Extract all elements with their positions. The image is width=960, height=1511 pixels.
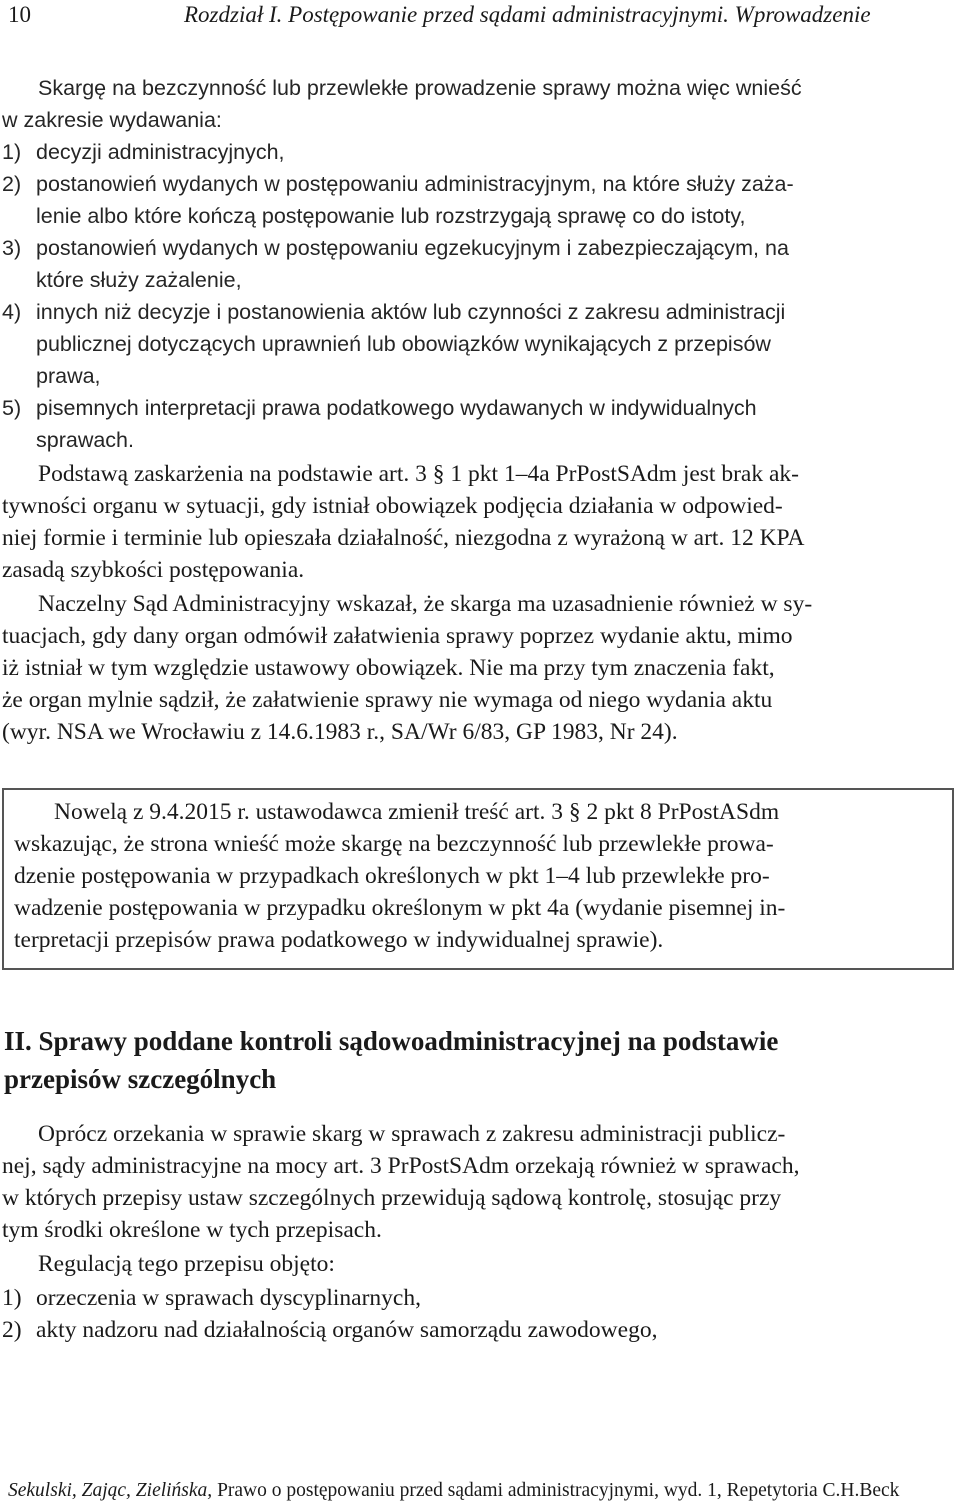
paragraph-line: Naczelny Sąd Administracyjny wskazał, że skarga ma uzasadnienie również w sy- bbox=[38, 591, 813, 617]
list-item bbox=[2, 234, 789, 262]
list-text: innych niż decyzje i postanowienia aktów lub czynności z zakresu administracji bbox=[36, 300, 786, 324]
page-header bbox=[4, 0, 956, 36]
note-line: wadzenie postępowania w przypadku określonym w pkt 4a (wydanie pisemnej in- bbox=[14, 895, 786, 921]
page-number: 10 bbox=[8, 2, 31, 27]
note-line: terpretacji przepisów prawa podatkowego w indywidualnej sprawie). bbox=[14, 927, 664, 953]
list-number: 3) bbox=[2, 236, 22, 260]
list-number: 2) bbox=[2, 1317, 22, 1343]
paragraph-line: iż istniał w tym względzie ustawowy obowiązek. Nie ma przy tym znaczenia fakt, bbox=[2, 655, 775, 681]
paragraph-line: nej, sądy administracyjne na mocy art. 3 PrPostSAdm orzekają również w sprawach, bbox=[2, 1153, 800, 1179]
list-item bbox=[2, 298, 785, 326]
list-text: postanowień wydanych w postępowaniu administracyjnym, na które służy zaża- bbox=[36, 172, 794, 196]
sans-line: w zakresie wydawania: bbox=[2, 108, 222, 132]
paragraph-line: że organ mylnie sądził, że załatwienie sprawy nie wymaga od niego wydania aktu bbox=[2, 687, 773, 713]
list-text-cont: lenie albo które kończą postępowanie lub rozstrzygają sprawę co do istoty, bbox=[36, 204, 746, 228]
list-text: postanowień wydanych w postępowaniu egzekucyjnym i zabezpieczającym, na bbox=[36, 236, 789, 260]
list-text-cont: prawa, bbox=[36, 364, 101, 388]
list-text-cont: publicznej dotyczących uprawnień lub obowiązków wynikających z przepisów bbox=[36, 332, 771, 356]
paragraph-line: Oprócz orzekania w sprawie skarg w sprawach z zakresu administracji publicz- bbox=[38, 1121, 786, 1147]
list-text: decyzji administracyjnych, bbox=[36, 140, 285, 164]
list-item bbox=[2, 1316, 657, 1344]
list-item bbox=[2, 394, 757, 422]
note-line: wskazując, że strona wnieść może skargę na bezczynność lub przewlekłe prowa- bbox=[14, 831, 774, 857]
list-text: akty nadzoru nad działalnością organów samorządu zawodowego, bbox=[36, 1317, 658, 1343]
list-number: 2) bbox=[2, 172, 22, 196]
paragraph-line: Podstawą zaskarżenia na podstawie art. 3 § 1 pkt 1–4a PrPostSAdm jest brak ak- bbox=[38, 461, 799, 487]
paragraph-line: niej formie i terminie lub opieszała działalność, niezgodna z wyrażoną w art. 12 KPA bbox=[2, 525, 805, 551]
paragraph-line: w których przepisy ustaw szczególnych przewidują sądową kontrolę, stosując przy bbox=[2, 1185, 782, 1211]
list-text-cont: które służy zażalenie, bbox=[36, 268, 242, 292]
list-text: pisemnych interpretacji prawa podatkowego wydawanych w indywidualnych bbox=[36, 396, 757, 420]
list-number: 4) bbox=[2, 300, 22, 324]
list-number: 1) bbox=[2, 1285, 22, 1311]
paragraph-line: zasadą szybkości postępowania. bbox=[2, 557, 305, 583]
footer-citation: Prawo o postępowaniu przed sądami administracyjnymi, wyd. 1, Repetytoria C.H.Beck bbox=[212, 1480, 900, 1501]
page-footer bbox=[8, 1478, 956, 1504]
paragraph-line: tywności organu w sytuacji, gdy istniał obowiązek podjęcia działania w odpowied- bbox=[2, 493, 783, 519]
footer-authors: Sekulski, Zając, Zielińska, bbox=[8, 1480, 213, 1501]
note-line: Nowelą z 9.4.2015 r. ustawodawca zmienił treść art. 3 § 2 pkt 8 PrPostASdm bbox=[54, 799, 780, 825]
section-heading: II. Sprawy poddane kontroli sądowoadministracyjnej na podstawie bbox=[4, 1026, 779, 1056]
running-title: Rozdział I. Postępowanie przed sądami administracyjnymi. Wprowadzenie bbox=[184, 2, 871, 27]
list-number: 5) bbox=[2, 396, 22, 420]
list-item bbox=[2, 170, 794, 198]
sans-line: Skargę na bezczynność lub przewlekłe prowadzenie sprawy można więc wnieść bbox=[38, 76, 802, 100]
note-line: dzenie postępowania w przypadkach określonych w pkt 1–4 lub przewlekłe pro- bbox=[14, 863, 770, 889]
list-number: 1) bbox=[2, 140, 22, 164]
list-item bbox=[2, 138, 285, 166]
paragraph-line: tym środki określone w tych przepisach. bbox=[2, 1217, 382, 1243]
section-heading-cont: przepisów szczególnych bbox=[4, 1064, 277, 1094]
paragraph-line: (wyr. NSA we Wrocławiu z 14.6.1983 r., SA/Wr 6/83, GP 1983, Nr 24). bbox=[2, 719, 678, 745]
list-text-cont: sprawach. bbox=[36, 428, 134, 452]
list-item bbox=[2, 1284, 421, 1312]
paragraph-line: Regulacją tego przepisu objęto: bbox=[38, 1251, 335, 1277]
paragraph-line: tuacjach, gdy dany organ odmówił załatwienia sprawy poprzez wydanie aktu, mimo bbox=[2, 623, 793, 649]
list-text: orzeczenia w sprawach dyscyplinarnych, bbox=[36, 1285, 421, 1311]
